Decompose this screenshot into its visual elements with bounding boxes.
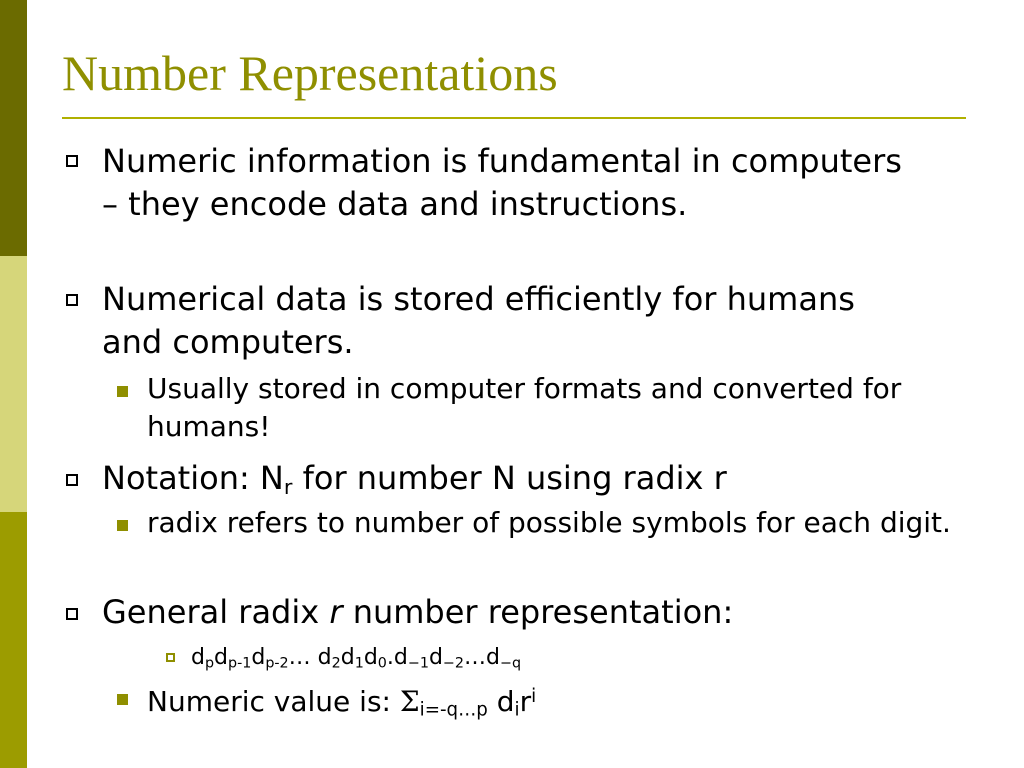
sigma-symbol: Σ — [399, 685, 420, 719]
bullet-notation — [102, 457, 942, 509]
bullet-general-radix — [102, 591, 942, 634]
small-hollow-square-bullet-icon — [166, 653, 175, 662]
subbullet-radix-refers: radix refers to number of possible symbols for each digit. — [147, 506, 951, 539]
notation-subscript: r — [283, 475, 293, 500]
digit-subscript: 0 — [377, 655, 387, 672]
left-bar-dark — [0, 0, 27, 256]
digit-subscript: p — [204, 655, 215, 672]
digit-subscript: −q — [499, 655, 522, 672]
digit-d: d — [363, 645, 378, 670]
solid-square-bullet-icon — [117, 386, 128, 397]
notation-suffix: for number N using radix r — [292, 459, 727, 497]
term-r: r — [519, 685, 532, 719]
solid-square-bullet-icon — [117, 520, 128, 531]
title-underline — [62, 117, 966, 119]
solid-square-bullet-icon — [117, 694, 128, 705]
digit-ellipsis-d: … d — [288, 645, 332, 670]
digit-subscript: −2 — [442, 655, 464, 672]
term-d: d — [487, 685, 515, 719]
digit-subscript: 2 — [331, 655, 341, 672]
digit-ellipsis-d: …d — [464, 645, 500, 670]
general-radix-suffix: number representation: — [342, 593, 734, 631]
digit-d: d — [340, 645, 355, 670]
bullet-numeric-info: Numeric information is fundamental in computers – they encode data and instructions. — [102, 142, 902, 223]
left-bar-olive — [0, 512, 27, 768]
digit-subscript: p-2 — [265, 655, 289, 672]
digit-radix-point-d: .d — [386, 645, 408, 670]
general-radix-r: r — [329, 593, 343, 631]
digit-d: d — [191, 645, 205, 670]
general-radix-prefix: General radix — [102, 593, 330, 631]
bullet-numerical-data: Numerical data is stored efficiently for humans and computers. — [102, 280, 855, 361]
term-r-superscript: i — [531, 686, 537, 707]
digit-subscript: p-1 — [228, 655, 252, 672]
digit-subscript: 1 — [354, 655, 364, 672]
subbullet-numeric-value — [147, 678, 536, 730]
slide-title: Number Representations — [62, 45, 558, 101]
numeric-value-prefix: Numeric value is: — [147, 685, 400, 719]
digit-d: d — [251, 645, 266, 670]
hollow-square-bullet-icon — [66, 294, 78, 306]
hollow-square-bullet-icon — [66, 608, 78, 620]
term-d-subscript: i — [514, 699, 520, 721]
notation-prefix: Notation: N — [102, 459, 284, 497]
left-bar-light — [0, 256, 27, 512]
digit-d: d — [214, 645, 229, 670]
digit-string-formula — [191, 644, 521, 678]
hollow-square-bullet-icon — [66, 155, 78, 167]
sigma-range: i=-q…p — [419, 699, 488, 721]
hollow-square-bullet-icon — [66, 474, 78, 486]
digit-subscript: −1 — [407, 655, 429, 672]
digit-d: d — [428, 645, 443, 670]
subbullet-usually-stored: Usually stored in computer formats and converted for humans! — [147, 372, 902, 443]
